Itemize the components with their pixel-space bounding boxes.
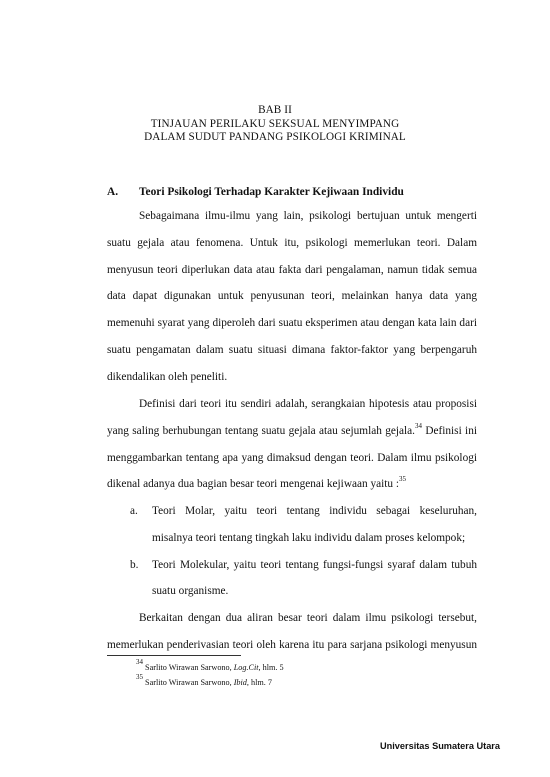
footnote-divider (107, 655, 241, 656)
list-item (130, 498, 477, 552)
section-heading (107, 186, 404, 198)
footnote-author: Sarlito Wirawan Sarwono, (145, 663, 234, 672)
paragraph-line: menyusun teori diperlukan data atau fakta dari pengalaman, namun tidak semua (107, 263, 477, 276)
chapter-title-line-1: TINJAUAN PERILAKU SEKSUAL MENYIMPANG (150, 118, 400, 130)
footnote-author: Sarlito Wirawan Sarwono, (145, 678, 234, 687)
footnote-35 (136, 675, 284, 690)
text-span: dikenal adanya dua bagian besar teori mengenai kejiwaan yaitu : (107, 478, 400, 491)
list-item-line: Teori Molar, yaitu teori tentang individu sebagai keseluruhan, (152, 505, 477, 517)
paragraph-line (107, 471, 477, 498)
footnote-ref: Ibid (233, 678, 247, 687)
paragraph-line: suatu gejala atau fenomena. Untuk itu, psikologi memerlukan teori. Dalam (107, 236, 477, 249)
text-span: yang saling berhubungan tentang suatu gejala atau sejumlah gejala. (107, 424, 415, 437)
footnote-number: 34 (136, 658, 143, 666)
footnote-ref: Log.Cit (233, 663, 259, 672)
list-marker: a. (130, 505, 138, 517)
chapter-title-line-2: DALAM SUDUT PANDANG PSIKOLOGI KRIMINAL (144, 131, 406, 143)
paragraph-line: dikendalikan oleh peneliti. (107, 370, 228, 383)
text-span: Definisi ini (422, 424, 477, 437)
paragraph-2 (107, 391, 477, 498)
footnote-number: 35 (136, 673, 143, 681)
section-number: A. (107, 186, 119, 198)
list-item-line: Teori Molekular, yaitu teori tentang fungsi-fungsi syaraf dalam tubuh (152, 558, 477, 571)
section-title: Teori Psikologi Terhadap Karakter Kejiwaan Individu (139, 186, 404, 198)
paragraph-line: suatu pengamatan dalam suatu situasi dimana faktor-faktor yang berpengaruh (107, 343, 477, 356)
footnote-page: , hlm. 7 (246, 678, 272, 687)
footnote-page: , hlm. 5 (258, 663, 284, 672)
paragraph-1 (107, 203, 477, 391)
institution-footer: Universitas Sumatera Utara (379, 741, 500, 751)
paragraph-line: Berkaitan dengan dua aliran besar teori dalam ilmu psikologi tersebut, (139, 612, 477, 624)
paragraph-line: Definisi dari teori itu sendiri adalah, serangkaian hipotesis atau proposisi (139, 398, 477, 410)
paragraph-line (107, 418, 477, 445)
footnote-ref-34[interactable]: 34 (415, 421, 422, 430)
list-item-line: misalnya teori tentang tingkah laku individu dalam proses kelompok; (152, 531, 466, 544)
paragraph-3 (107, 605, 477, 659)
theory-list (130, 498, 477, 605)
paragraph-line: menggambarkan tentang apa yang dimaksud dengan teori. Dalam ilmu psikologi (107, 451, 477, 464)
paragraph-line: memerlukan penderivasian teori oleh karena itu para sarjana psikologi menyusun (107, 638, 477, 651)
paragraph-line: data dapat digunakan untuk penyusunan teori, melainkan hanya data yang (107, 290, 477, 303)
paragraph-line: memenuhi syarat yang diperoleh dari suatu eksperimen atau dengan kata lain dari (107, 317, 477, 330)
footnote-34 (136, 660, 284, 675)
paragraph-line: Sebagaimana ilmu-ilmu yang lain, psikologi bertujuan untuk mengerti (139, 210, 477, 222)
list-item-line: suatu organisme. (152, 585, 229, 598)
footnote-ref-35[interactable]: 35 (399, 475, 407, 484)
footnotes (136, 660, 284, 690)
list-item (130, 552, 477, 606)
chapter-label: BAB II (258, 104, 292, 116)
list-marker: b. (130, 558, 139, 571)
